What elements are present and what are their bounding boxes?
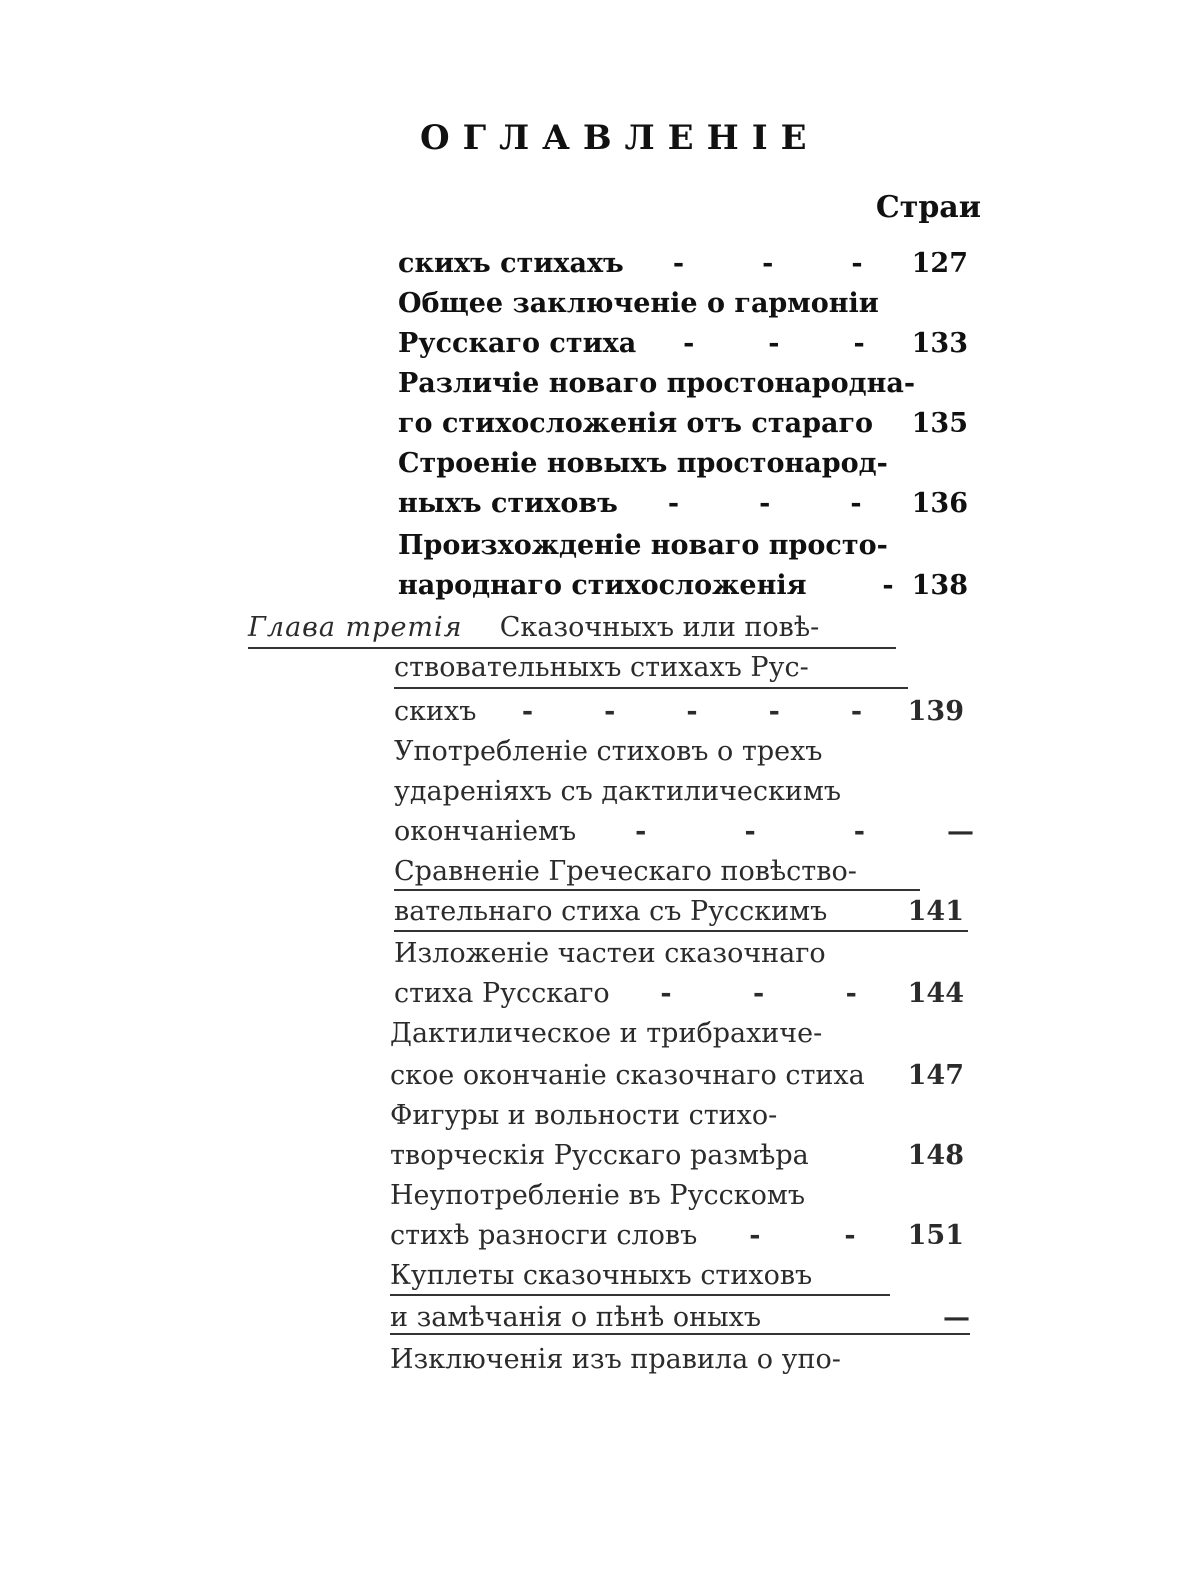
page-column-label: Страи <box>875 190 981 225</box>
page-number: 133 <box>911 328 968 359</box>
toc-entry-line: Сравненіе Греческаго повѣство- <box>394 856 857 887</box>
page-number: 127 <box>911 248 968 279</box>
toc-entry-line: Общее заключеніе о гармоніи <box>398 288 879 319</box>
toc-entry-line: Изложеніе частеи сказочнаго <box>394 938 826 969</box>
underline-rule <box>394 930 968 932</box>
dot-leader: - - - <box>660 978 857 1009</box>
toc-entry-line <box>394 692 964 732</box>
toc-entry-line <box>394 974 964 1014</box>
page-number: 144 <box>907 978 964 1009</box>
dot-leader: - - - <box>635 816 865 847</box>
underline-rule <box>394 687 908 689</box>
page-number: 151 <box>907 1220 964 1251</box>
toc-entry-line <box>398 484 968 524</box>
toc-entry-text: творческія Русскаго размѣра <box>390 1140 809 1171</box>
toc-entry-line: удареніяхъ съ дактилическимъ <box>394 776 842 807</box>
toc-entry-line <box>398 244 968 284</box>
toc-entry-text: Сказочныхъ или повѣ- <box>499 612 820 643</box>
toc-entry-text: вательнаго стиха съ Русскимъ <box>394 896 828 927</box>
toc-entry-line <box>394 892 964 932</box>
page-title: ОГЛАВЛЕНІЕ <box>420 118 820 158</box>
dot-leader: - - - <box>683 328 865 359</box>
page-number: — <box>943 1302 970 1333</box>
toc-entry-line: Различіе новаго простонародна- <box>398 368 916 399</box>
toc-entry-line <box>398 404 968 444</box>
toc-entry-line: Фигуры и вольности стихо- <box>390 1100 778 1131</box>
chapter-label: Глава третія <box>248 612 463 643</box>
toc-entry-line <box>390 1298 970 1338</box>
page-number: — <box>947 816 974 847</box>
underline-rule <box>390 1333 970 1335</box>
toc-entry-text: и замѣчанія о пѣнѣ оныхъ <box>390 1302 761 1333</box>
page-number: 141 <box>907 896 964 927</box>
toc-entry-line <box>394 812 974 852</box>
chapter-heading-line <box>248 608 819 648</box>
toc-entry-line: Неупотребленіе въ Русскомъ <box>390 1180 806 1211</box>
toc-entry-line <box>398 324 968 364</box>
toc-entry-line: Строеніе новыхъ простонарод- <box>398 448 888 479</box>
toc-entry-line: ствовательныхъ стихахъ Рус- <box>394 652 809 683</box>
underline-rule <box>394 889 920 891</box>
page-number: 138 <box>911 570 968 601</box>
page-number: 136 <box>911 488 968 519</box>
toc-entry-line <box>390 1056 964 1096</box>
toc-entry-line: Изключенія изъ правила о упо- <box>390 1344 841 1375</box>
page-number: 147 <box>907 1060 964 1091</box>
dot-leader: - - <box>749 1220 856 1251</box>
toc-entry-text: скихъ <box>394 696 477 727</box>
toc-entry-text: народнаго стихосложенія <box>398 570 807 601</box>
toc-entry-line: Употребленіе стиховъ о трехъ <box>394 736 823 767</box>
dot-leader: - - - <box>672 248 863 279</box>
underline-rule <box>390 1294 890 1296</box>
page-number: 148 <box>907 1140 964 1171</box>
toc-entry-line <box>390 1136 964 1176</box>
toc-entry-line: Дактилическое и трибрахиче- <box>390 1018 823 1049</box>
toc-entry-line: Куплеты сказочныхъ стиховъ <box>390 1260 813 1291</box>
toc-entry-text: окончаніемъ <box>394 816 577 847</box>
dot-leader: - - - <box>667 488 862 519</box>
dot-leader: - - - - - <box>521 696 863 727</box>
page-number: 135 <box>911 408 968 439</box>
toc-entry-text: ныхъ стиховъ <box>398 488 618 519</box>
toc-entry-line <box>390 1216 964 1256</box>
toc-entry-text: ское окончаніе сказочнаго стиха <box>390 1060 865 1091</box>
dot-leader: - <box>882 570 894 601</box>
toc-entry-text: Русскаго стиха <box>398 328 637 359</box>
toc-entry-line: Произхожденіе новаго просто- <box>398 530 888 561</box>
toc-entry-text: го стихосложенія отъ стараго <box>398 408 873 439</box>
toc-entry-text: скихъ стихахъ <box>398 248 624 279</box>
toc-entry-line <box>398 566 968 606</box>
page-number: 139 <box>907 696 964 727</box>
toc-entry-text: стиха Русскаго <box>394 978 610 1009</box>
toc-entry-text: стихѣ разносги словъ <box>390 1220 698 1251</box>
